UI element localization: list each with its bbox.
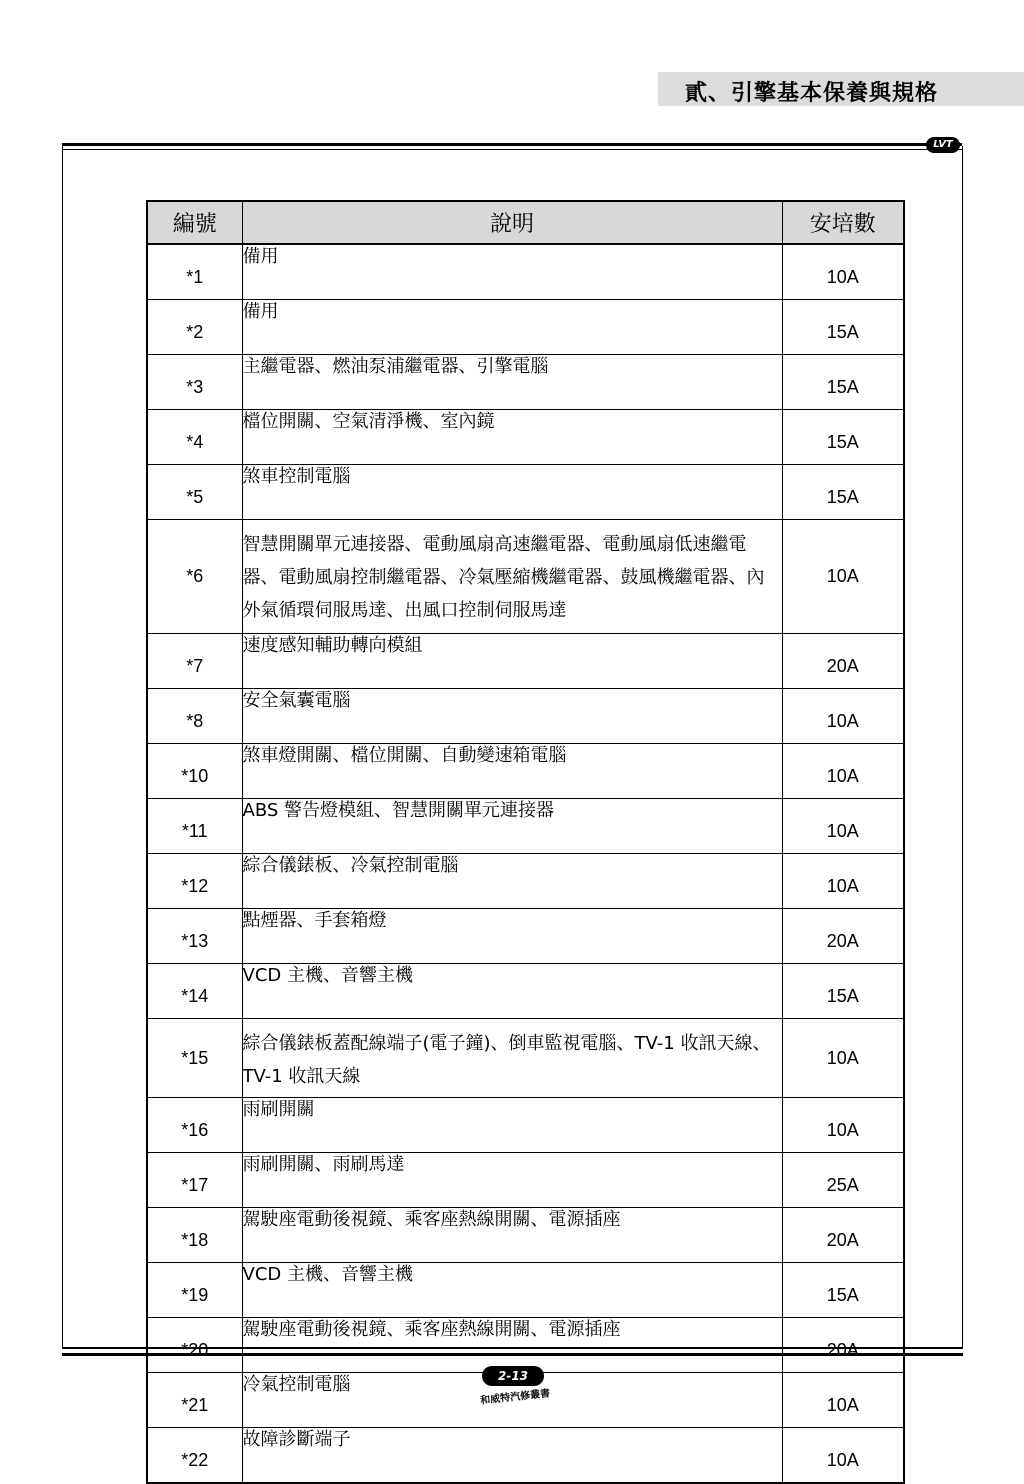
row-description: VCD 主機、音響主機 <box>242 964 782 1019</box>
row-number: *19 <box>147 1263 242 1318</box>
frame-right <box>962 146 963 1348</box>
row-description: VCD 主機、音響主機 <box>242 1263 782 1318</box>
table-row <box>147 744 904 799</box>
row-amperage: 10A <box>782 799 904 854</box>
row-number: *6 <box>147 520 242 634</box>
row-amperage: 10A <box>782 1098 904 1153</box>
table-row <box>147 355 904 410</box>
row-number: *16 <box>147 1098 242 1153</box>
table-row <box>147 465 904 520</box>
row-description: 雨刷開關、雨刷馬達 <box>242 1153 782 1208</box>
row-amperage: 15A <box>782 355 904 410</box>
row-description: 速度感知輔助轉向模組 <box>242 634 782 689</box>
row-description: 檔位開關、空氣清淨機、室內鏡 <box>242 410 782 465</box>
row-number: *13 <box>147 909 242 964</box>
row-amperage: 20A <box>782 909 904 964</box>
row-amperage: 25A <box>782 1153 904 1208</box>
row-description: 雨刷開關 <box>242 1098 782 1153</box>
fuse-table <box>146 200 905 1484</box>
row-description: 主繼電器、燃油泵浦繼電器、引擎電腦 <box>242 355 782 410</box>
table-row <box>147 799 904 854</box>
row-description: 備用 <box>242 300 782 355</box>
row-amperage: 10A <box>782 1019 904 1098</box>
row-amperage: 20A <box>782 634 904 689</box>
row-description: 駕駛座電動後視鏡、乘客座熱線開關、電源插座 <box>242 1318 782 1373</box>
row-number: *8 <box>147 689 242 744</box>
row-description: 安全氣囊電腦 <box>242 689 782 744</box>
page-number-badge: 2-13 <box>482 1366 544 1386</box>
row-number: *11 <box>147 799 242 854</box>
table-row <box>147 300 904 355</box>
table-row <box>147 1098 904 1153</box>
row-amperage: 15A <box>782 465 904 520</box>
header-number: 編號 <box>147 201 242 244</box>
row-number: *20 <box>147 1318 242 1373</box>
row-number: *2 <box>147 300 242 355</box>
row-amperage: 10A <box>782 744 904 799</box>
row-description: 故障診斷端子 <box>242 1428 782 1484</box>
row-description: 煞車燈開關、檔位開關、自動變速箱電腦 <box>242 744 782 799</box>
row-number: *22 <box>147 1428 242 1484</box>
table-row <box>147 520 904 634</box>
row-description: 綜合儀錶板、冷氣控制電腦 <box>242 854 782 909</box>
row-amperage: 10A <box>782 1428 904 1484</box>
chapter-title: 貳、引擎基本保養與規格 <box>684 81 938 106</box>
row-number: *15 <box>147 1019 242 1098</box>
row-number: *7 <box>147 634 242 689</box>
row-number: *10 <box>147 744 242 799</box>
row-number: *5 <box>147 465 242 520</box>
table-row <box>147 1153 904 1208</box>
row-number: *4 <box>147 410 242 465</box>
row-amperage: 10A <box>782 1373 904 1428</box>
row-number: *17 <box>147 1153 242 1208</box>
table-row <box>147 909 904 964</box>
table-row <box>147 1428 904 1484</box>
row-amperage: 10A <box>782 689 904 744</box>
row-number: *12 <box>147 854 242 909</box>
row-number: *18 <box>147 1208 242 1263</box>
logo-badge: LVT <box>926 137 960 153</box>
table-row <box>147 1208 904 1263</box>
row-amperage: 20A <box>782 1318 904 1373</box>
row-number: *14 <box>147 964 242 1019</box>
row-description: ABS 警告燈模組、智慧開關單元連接器 <box>242 799 782 854</box>
table-row <box>147 689 904 744</box>
table-row <box>147 854 904 909</box>
table-row <box>147 634 904 689</box>
table-row <box>147 1318 904 1373</box>
row-description: 備用 <box>242 244 782 300</box>
table-header-row <box>147 201 904 244</box>
table-row <box>147 1263 904 1318</box>
table-row <box>147 1019 904 1098</box>
row-description: 智慧開關單元連接器、電動風扇高速繼電器、電動風扇低速繼電器、電動風扇控制繼電器、冷氣壓縮機繼電器、鼓風機繼電器、內外氣循環伺服馬達、出風口控制伺服馬達 <box>242 520 782 634</box>
row-description: 冷氣控制電腦 <box>242 1373 782 1428</box>
publisher-logo: 和威特汽修叢書 <box>479 1388 551 1407</box>
row-amperage: 15A <box>782 410 904 465</box>
row-number: *3 <box>147 355 242 410</box>
table-row <box>147 964 904 1019</box>
row-description: 煞車控制電腦 <box>242 465 782 520</box>
header-description: 說明 <box>242 201 782 244</box>
row-amperage: 10A <box>782 854 904 909</box>
header-amperage: 安培數 <box>782 201 904 244</box>
table-row <box>147 410 904 465</box>
row-description: 點煙器、手套箱燈 <box>242 909 782 964</box>
row-description: 綜合儀錶板蓋配線端子(電子鐘)、倒車監視電腦、TV-1 收訊天線、TV-1 收訊天線 <box>242 1019 782 1098</box>
row-amperage: 10A <box>782 520 904 634</box>
top-rule-thin <box>62 149 962 150</box>
row-amperage: 15A <box>782 300 904 355</box>
table-row <box>147 244 904 300</box>
frame-left <box>62 146 63 1348</box>
row-amperage: 10A <box>782 244 904 300</box>
row-number: *21 <box>147 1373 242 1428</box>
row-amperage: 20A <box>782 1208 904 1263</box>
row-amperage: 15A <box>782 1263 904 1318</box>
table-body <box>147 244 904 1483</box>
top-rule <box>62 143 962 146</box>
row-amperage: 15A <box>782 964 904 1019</box>
row-number: *1 <box>147 244 242 300</box>
row-description: 駕駛座電動後視鏡、乘客座熱線開關、電源插座 <box>242 1208 782 1263</box>
